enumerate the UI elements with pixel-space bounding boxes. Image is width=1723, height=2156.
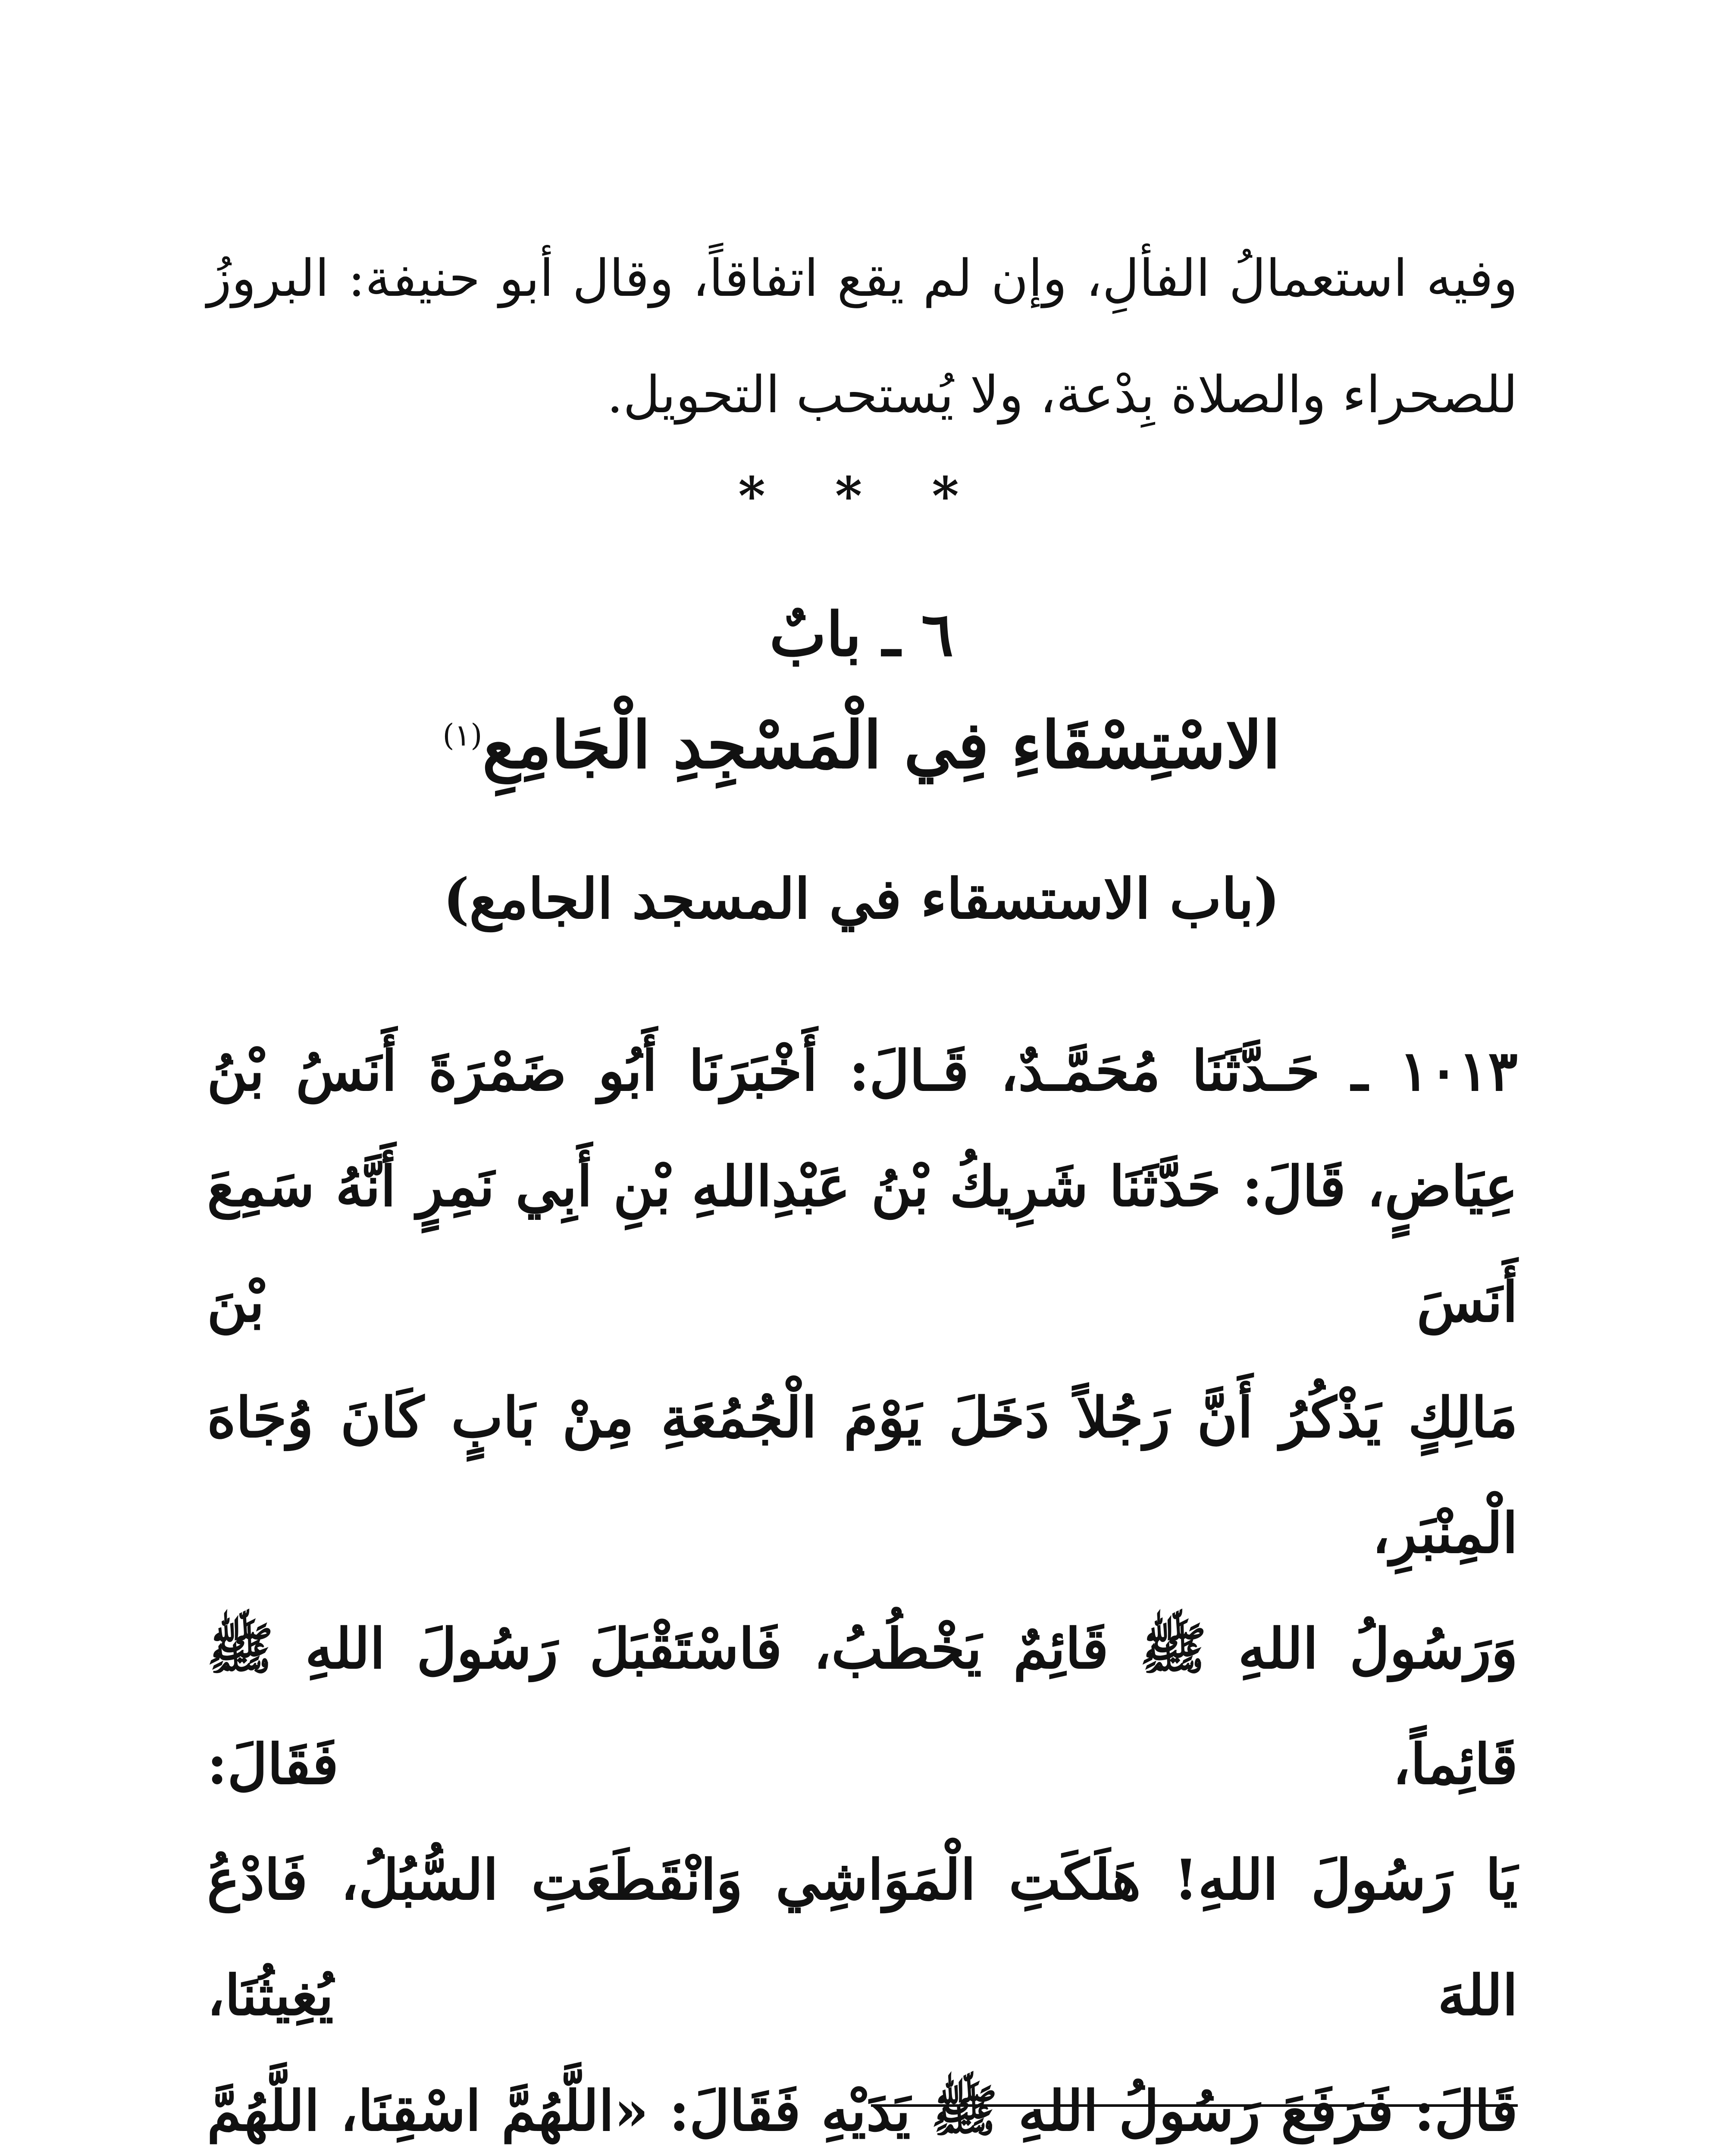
chapter-title-text: الاسْتِسْقَاءِ فِي الْمَسْجِدِ الْجَامِعِ <box>482 707 1281 783</box>
chapter-subheading: (باب الاستسقاء في المسجد الجامع) <box>443 867 1280 931</box>
footnote-reference[interactable]: (١) <box>442 718 482 753</box>
hadith-line: وَرَسُولُ اللهِ ﷺ قَائِمٌ يَخْطُبُ، فَاسْتَقْبَلَ رَسُولَ اللهِ ﷺ قَائِماً، فَقَالَ: <box>207 1617 1518 1797</box>
footnote-divider <box>871 2104 1518 2107</box>
intro-paragraph: وفيه استعمالُ الفألِ، وإن لم يقع اتفاقاً، وقال أبو حنيفة: البروزُ للصحراء والصلاة بِدْعة، ولا يُستحب التحويل. <box>207 248 1518 424</box>
hadith-line: عِيَاضٍ، قَالَ: حَدَّثَنَا شَرِيكُ بْنُ عَبْدِاللهِ بْنِ أَبِي نَمِرٍ أَنَّهُ سَمِعَ أَنَسَ بْنَ <box>207 1154 1518 1335</box>
chapter-number: ٦ ـ بابٌ <box>769 599 954 670</box>
chapter-title <box>0 707 1723 783</box>
hadith-line: يَا رَسُولَ اللهِ! هَلَكَتِ الْمَوَاشِي وَانْقَطَعَتِ السُّبُلُ، فَادْعُ اللهَ يُغِيثُنَا، <box>207 1848 1518 2028</box>
footnote <box>207 2139 1518 2156</box>
section-separator: * * * <box>738 466 985 526</box>
hadith-text <box>207 1013 1518 2156</box>
hadith-line: قَالَ: فَرَفَعَ رَسُولُ اللهِ ﷺ يَدَيْهِ فَقَالَ: «اللَّهُمَّ اسْقِنَا، اللَّهُمَّ <box>207 2079 1518 2143</box>
hadith-line: مَالِكٍ يَذْكُرُ أَنَّ رَجُلاً دَخَلَ يَوْمَ الْجُمُعَةِ مِنْ بَابٍ كَانَ وُجَاهَ الْمِنْبَرِ، <box>207 1385 1518 1566</box>
hadith-line: ١٠١٣ ـ حَـدَّثَنَا مُحَمَّـدٌ، قَـالَ: أَخْبَرَنَا أَبُو ضَمْرَةَ أَنَسُ بْنُ <box>207 1039 1518 1103</box>
